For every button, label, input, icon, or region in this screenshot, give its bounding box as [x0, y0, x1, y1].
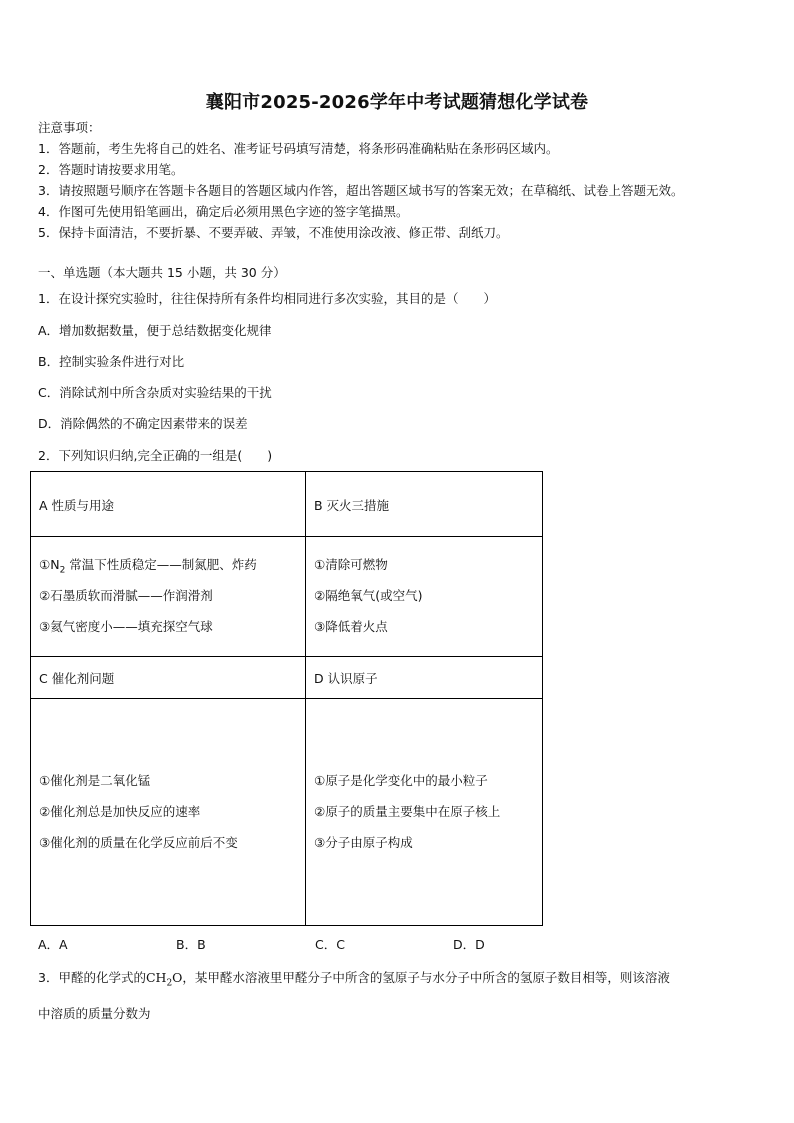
question-1-stem: 1．在设计探究实验时，往往保持所有条件均相同进行多次实验，其目的是（ ）	[38, 291, 496, 306]
notice-item: 2．答题时请按要求用笔。	[38, 162, 184, 177]
cell-b-header	[306, 472, 543, 537]
cell-c-item: ②催化剂总是加快反应的速率	[39, 804, 201, 819]
question-2-option-d: D．D	[453, 937, 485, 952]
question-2-stem: 2．下列知识归纳,完全正确的一组是( )	[38, 448, 273, 463]
question-2-table	[30, 471, 543, 926]
question-2-option-a: A．A	[38, 937, 68, 952]
cell-b-item: ①清除可燃物	[314, 557, 388, 572]
n2-symbol: ①N	[39, 557, 60, 572]
question-1-option-b: B．控制实验条件进行对比	[38, 354, 185, 369]
formula-o: O	[172, 970, 183, 985]
cell-b-item: ③降低着火点	[314, 619, 388, 634]
question-2-option-b: B．B	[176, 937, 206, 952]
cell-d-item: ②原子的质量主要集中在原子核上	[314, 804, 501, 819]
cell-b-header-text: B 灭火三措施	[314, 498, 390, 513]
cell-b-item: ②隔绝氧气(或空气)	[314, 588, 423, 603]
cell-d-body	[306, 699, 543, 926]
cell-d-header	[306, 657, 543, 699]
notice-item: 1．答题前，考生先将自己的姓名、准考证号码填写清楚，将条形码准确粘贴在条形码区域内。	[38, 141, 559, 156]
question-3-stem-start: 3．甲醛的化学式的	[38, 970, 146, 985]
cell-a-item: ②石墨质软而滑腻——作润滑剂	[39, 588, 213, 603]
notice-item: 5．保持卡面清洁，不要折暴、不要弄破、弄皱，不准使用涂改液、修正带、刮纸刀。	[38, 225, 509, 240]
cell-c-item: ①催化剂是二氧化锰	[39, 773, 151, 788]
question-1-option-c: C．消除试剂中所含杂质对实验结果的干扰	[38, 385, 272, 400]
cell-a-header-text: A 性质与用途	[39, 498, 115, 513]
cell-c-header	[31, 657, 306, 699]
formula-ch: CH	[145, 970, 167, 985]
cell-c-item: ③催化剂的质量在化学反应前后不变	[39, 835, 238, 850]
formula-subscript: 2	[166, 978, 173, 989]
notice-item: 3．请按照题号顺序在答题卡各题目的答题区域内作答，超出答题区域书写的答案无效；在草稿纸、试卷上答题无效。	[38, 183, 684, 198]
section-heading: 一、单选题（本大题共 15 小题，共 30 分）	[38, 265, 286, 280]
question-3-stem-line2: 中溶质的质量分数为	[38, 1006, 151, 1021]
question-3-stem-end: ，某甲醛水溶液里甲醛分子中所含的氢原子与水分子中所含的氢原子数目相等，则该溶液	[182, 970, 670, 985]
cell-d-header-text: D 认识原子	[314, 671, 378, 686]
question-2-option-c: C．C	[315, 937, 345, 952]
question-1-option-a: A．增加数据数量，便于总结数据变化规律	[38, 323, 272, 338]
cell-b-body	[306, 537, 543, 657]
notice-item: 4．作图可先使用铅笔画出，确定后必须用黑色字迹的签字笔描黑。	[38, 204, 409, 219]
question-1-option-d: D．消除偶然的不确定因素带来的误差	[38, 416, 248, 431]
page-title: 襄阳市2025-2026学年中考试题猜想化学试卷	[205, 92, 589, 113]
n2-subscript: 2	[59, 565, 66, 576]
cell-a-item	[39, 557, 297, 588]
cell-d-item: ①原子是化学变化中的最小粒子	[314, 773, 488, 788]
notice-heading: 注意事项：	[38, 120, 101, 135]
cell-a-item-text: 常温下性质稳定——制氮肥、炸药	[65, 557, 257, 572]
formaldehyde-formula	[145, 970, 183, 989]
cell-d-item: ③分子由原子构成	[314, 835, 413, 850]
cell-c-header-text: C 催化剂问题	[39, 671, 115, 686]
cell-a-body	[31, 537, 306, 657]
question-3-stem	[38, 970, 670, 992]
cell-a-item: ③氦气密度小——填充探空气球	[39, 619, 213, 634]
cell-c-body	[31, 699, 306, 926]
cell-a-header	[31, 472, 306, 537]
